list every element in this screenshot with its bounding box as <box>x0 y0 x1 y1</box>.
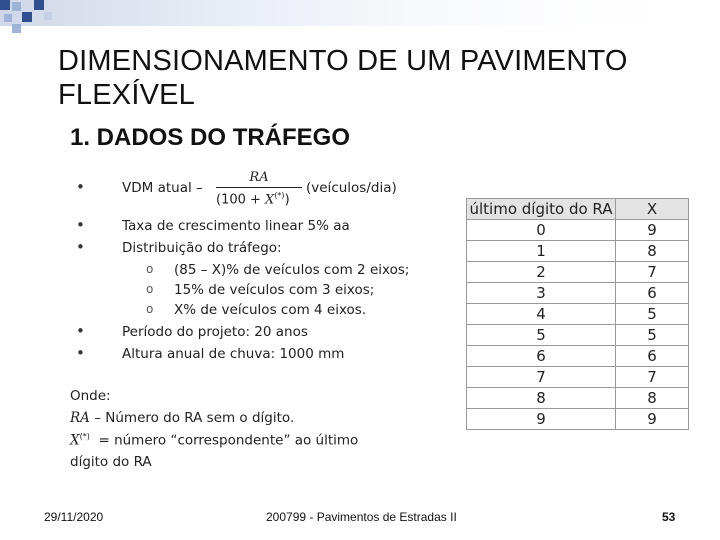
table-row <box>467 262 689 283</box>
table-row <box>467 388 689 409</box>
table-cell: 8 <box>616 388 689 409</box>
vdm-denominator: (100 + X(*)) <box>216 191 290 208</box>
table-cell: 7 <box>616 367 689 388</box>
table-cell: 9 <box>616 409 689 430</box>
table-row <box>467 241 689 262</box>
table-row <box>467 346 689 367</box>
table-row <box>467 325 689 346</box>
footer-date: 29/11/2020 <box>44 510 104 524</box>
circle-bullet-icon: o <box>146 262 154 276</box>
vdm-label: VDM atual – <box>122 180 203 196</box>
where-label: Onde: <box>70 388 111 404</box>
table-row <box>467 409 689 430</box>
x-definition-cont: dígito do RA <box>70 454 152 470</box>
table-row <box>467 304 689 325</box>
table-cell: 6 <box>616 283 689 304</box>
bullet-icon: • <box>76 216 85 234</box>
table-cell: 6 <box>616 346 689 367</box>
annual-rainfall: Altura anual de chuva: 1000 mm <box>122 346 345 362</box>
table-cell: 1 <box>467 241 616 262</box>
distribution-label: Distribuição do tráfego: <box>122 240 282 256</box>
table-cell: 8 <box>467 388 616 409</box>
section-heading: 1. DADOS DO TRÁFEGO <box>70 124 351 151</box>
vdm-unit: (veículos/dia) <box>306 180 397 196</box>
bullet-icon: • <box>76 344 85 362</box>
table-cell: 8 <box>616 241 689 262</box>
table-header-row <box>467 199 689 220</box>
table-row <box>467 220 689 241</box>
circle-bullet-icon: o <box>146 282 154 296</box>
distribution-item: 15% de veículos com 3 eixos; <box>174 282 375 298</box>
table-cell: 4 <box>467 304 616 325</box>
distribution-item: (85 – X)% de veículos com 2 eixos; <box>174 262 410 278</box>
bullet-icon: • <box>76 238 85 256</box>
table-cell: 7 <box>616 262 689 283</box>
table-cell: 5 <box>616 304 689 325</box>
distribution-item: X% de veículos com 4 eixos. <box>174 302 367 318</box>
table-cell: 6 <box>467 346 616 367</box>
page-number: 53 <box>662 510 676 524</box>
table-row <box>467 367 689 388</box>
fraction-bar <box>216 187 302 188</box>
vdm-numerator: RA <box>249 170 269 185</box>
bullet-icon: • <box>76 322 85 340</box>
table-cell: 5 <box>616 325 689 346</box>
project-period: Período do projeto: 20 anos <box>122 324 308 340</box>
table-row <box>467 283 689 304</box>
circle-bullet-icon: o <box>146 302 154 316</box>
column-header-x: X <box>616 199 689 220</box>
table-cell: 9 <box>616 220 689 241</box>
table-cell: 2 <box>467 262 616 283</box>
footer-course: 200799 - Pavimentos de Estradas II <box>266 510 457 524</box>
table-cell: 0 <box>467 220 616 241</box>
ra-lookup-table <box>466 198 689 430</box>
table-cell: 5 <box>467 325 616 346</box>
x-definition: X(*) = número “correspondente” ao último <box>70 432 359 449</box>
table-cell: 7 <box>467 367 616 388</box>
ra-definition: RA – Número do RA sem o dígito. <box>70 410 295 426</box>
bullet-icon: • <box>76 178 85 196</box>
table-cell: 9 <box>467 409 616 430</box>
table-cell: 3 <box>467 283 616 304</box>
column-header-ra-digit: último dígito do RA <box>467 199 616 220</box>
corner-decoration <box>0 0 720 40</box>
slide-title: DIMENSIONAMENTO DE UM PAVIMENTO FLEXÍVEL <box>58 45 628 111</box>
growth-rate: Taxa de crescimento linear 5% aa <box>122 218 350 234</box>
